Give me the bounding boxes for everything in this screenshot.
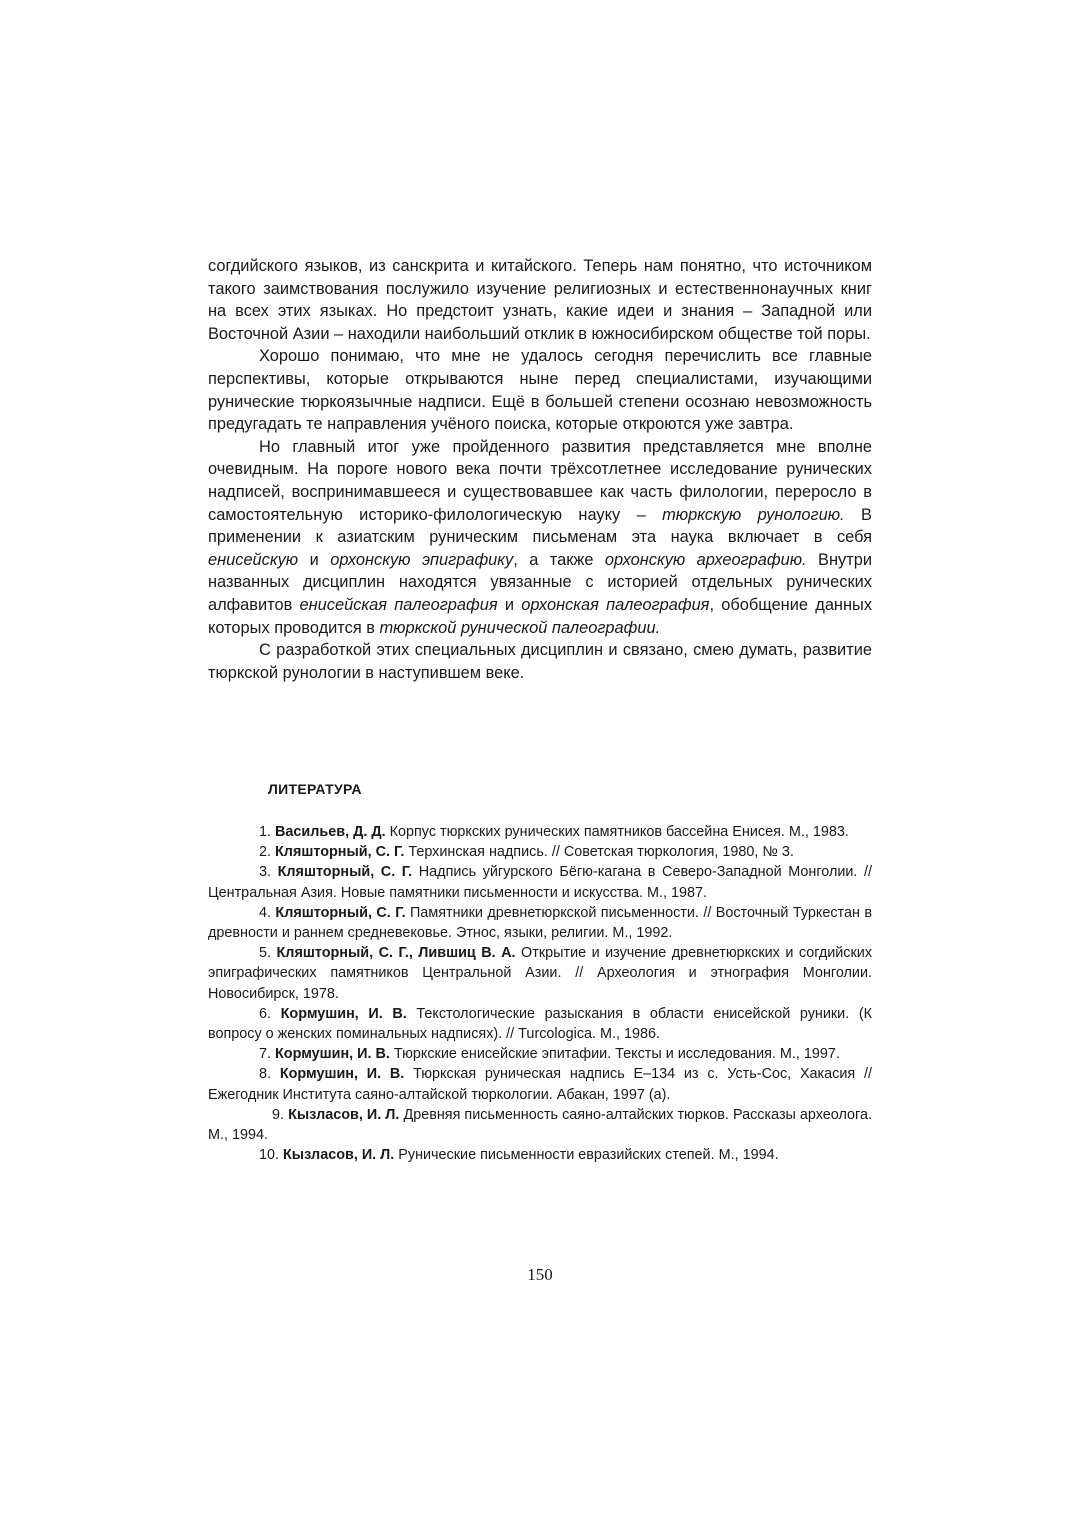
reference-number: 9. (272, 1106, 285, 1123)
paragraph-4: С разработкой этих специальных дисциплин и связано, смею думать, развитие тюркской рунологии в наступившем веке. (208, 641, 872, 682)
reference-item (208, 1105, 872, 1145)
p3-term-yenisei: енисейскую (208, 550, 299, 569)
reference-text: Надпись уйгурского Бёгю-кагана в Северо-Западной Монголии. // Центральная Азия. Новые памятники письменности и искусства. М., 1987. (208, 864, 873, 901)
reference-item (208, 842, 872, 862)
p3-text-2: В применении к азиатским руническим письменам эта наука включает в себя (208, 505, 872, 547)
reference-text: Тюркские енисейские эпитафии. Тексты и исследования. М., 1997. (393, 1046, 840, 1063)
reference-author: Кызласов, И. Л. (288, 1106, 400, 1123)
body-text (208, 255, 872, 684)
p3-term-runology: тюркскую рунологию. (662, 505, 845, 524)
p3-text-5: Внутри названных дисциплин находятся увязанные с историей отдельных рунических алфавитов (208, 550, 872, 614)
page-number: 150 (527, 1265, 553, 1284)
reference-number: 7. (259, 1046, 272, 1063)
reference-text: Корпус тюркских рунических памятников бассейна Енисея. М., 1983. (389, 824, 849, 840)
p3-term-runic-paleography: тюркской рунической палеографии. (379, 618, 661, 637)
reference-text: Рунические письменности евразийских степей. М., 1994. (398, 1147, 779, 1164)
paragraph-1: согдийского языков, из санскрита и китайского. Теперь нам понятно, что источником такого заимствования послужило изучение религиозных и естественнонаучных книг на всех этих языках. Но предстоит узнать, какие идеи и знания – Западной или Восточной Азии – находили наибольший отклик в южносибирском обществе той поры. (208, 257, 872, 343)
p3-text-7: , обобщение данных которых проводится в (208, 595, 873, 637)
reference-number: 8. (259, 1066, 272, 1083)
reference-number: 5. (259, 945, 272, 962)
p3-term-orkhon-archeography: орхонскую археографию. (604, 550, 807, 569)
reference-number: 1. (259, 824, 272, 840)
reference-number: 10. (259, 1147, 280, 1164)
reference-author: Васильев, Д. Д. (275, 824, 386, 840)
reference-item (208, 1004, 872, 1044)
reference-number: 2. (259, 844, 272, 861)
reference-text: Памятники древнетюркской письменности. // Восточный Туркестан в древности и раннем средневековье. Этнос, языки, религии. М., 1992. (208, 904, 872, 942)
reference-number: 4. (259, 904, 272, 921)
reference-item (208, 1145, 872, 1165)
paragraph-3 (208, 436, 872, 639)
reference-item (208, 943, 872, 1004)
p3-text-6: и (497, 595, 522, 614)
reference-item (208, 1064, 872, 1104)
p3-text-4: , а также (513, 550, 605, 569)
reference-author: Кормушин, И. В. (279, 1066, 405, 1083)
reference-text: Открытие и изучение древнетюркских и согдийских эпиграфических памятников Центральной Азии. // Археология и этнография Монголии. Новосибирск, 1978. (208, 945, 873, 1002)
reference-author: Кляшторный, С. Г. (275, 844, 405, 861)
paragraph-2: Хорошо понимаю, что мне не удалось сегодня перечислить все главные перспективы, которые открываются ныне перед специалистами, изучающими рунические тюркоязычные надписи. Ещё в большей степени осознаю невозможность предугадать те направления учёного поиска, которые откроются уже завтра. (208, 347, 872, 434)
reference-author: Кормушин, И. В. (280, 1005, 407, 1022)
references-list (208, 822, 872, 1165)
reference-text: Тюркская руническая надпись Е–134 из с. Усть-Сос, Хакасия // Ежегодник Института саяно-алтайской тюркологии. Абакан, 1997 (а). (208, 1066, 872, 1103)
reference-text: Терхинская надпись. // Советская тюркология, 1980, № 3. (408, 844, 794, 861)
p3-term-orkhon-epigraphy: орхонскую эпиграфику (330, 550, 514, 569)
reference-number: 6. (259, 1005, 272, 1022)
reference-author: Кляшторный, С. Г. (277, 864, 413, 881)
reference-item (208, 822, 872, 842)
reference-author: Кляшторный, С. Г., Лившиц В. А. (276, 945, 516, 962)
reference-author: Кызласов, И. Л. (283, 1147, 395, 1164)
reference-text: Древняя письменность саяно-алтайских тюрков. Рассказы археолога. М., 1994. (208, 1106, 872, 1144)
reference-number: 3. (259, 864, 272, 881)
reference-item (208, 903, 872, 943)
reference-item (208, 862, 872, 902)
references-heading: ЛИТЕРАТУРА (268, 781, 362, 797)
reference-author: Кормушин, И. В. (275, 1046, 390, 1063)
p3-term-yenisei-paleography: енисейская палеография (299, 595, 498, 614)
reference-author: Кляшторный, С. Г. (275, 904, 406, 921)
reference-item (208, 1044, 872, 1064)
p3-text-3: и (298, 550, 331, 569)
p3-text-1: Но главный итог уже пройденного развития представляется мне вполне очевидным. На пороге нового века почти трёхсотлетнее исследование рунических надписей, воспринимавшееся и существовавшее как часть филологии, переросло в самостоятельную историко-филологическую науку – (208, 437, 872, 524)
reference-text: Текстологические разыскания в области енисейской руники. (К вопросу о женских поминальных надписях). // Turcologica. М., 1986. (208, 1005, 872, 1043)
p3-term-orkhon-paleography: орхонская палеография (521, 595, 710, 614)
